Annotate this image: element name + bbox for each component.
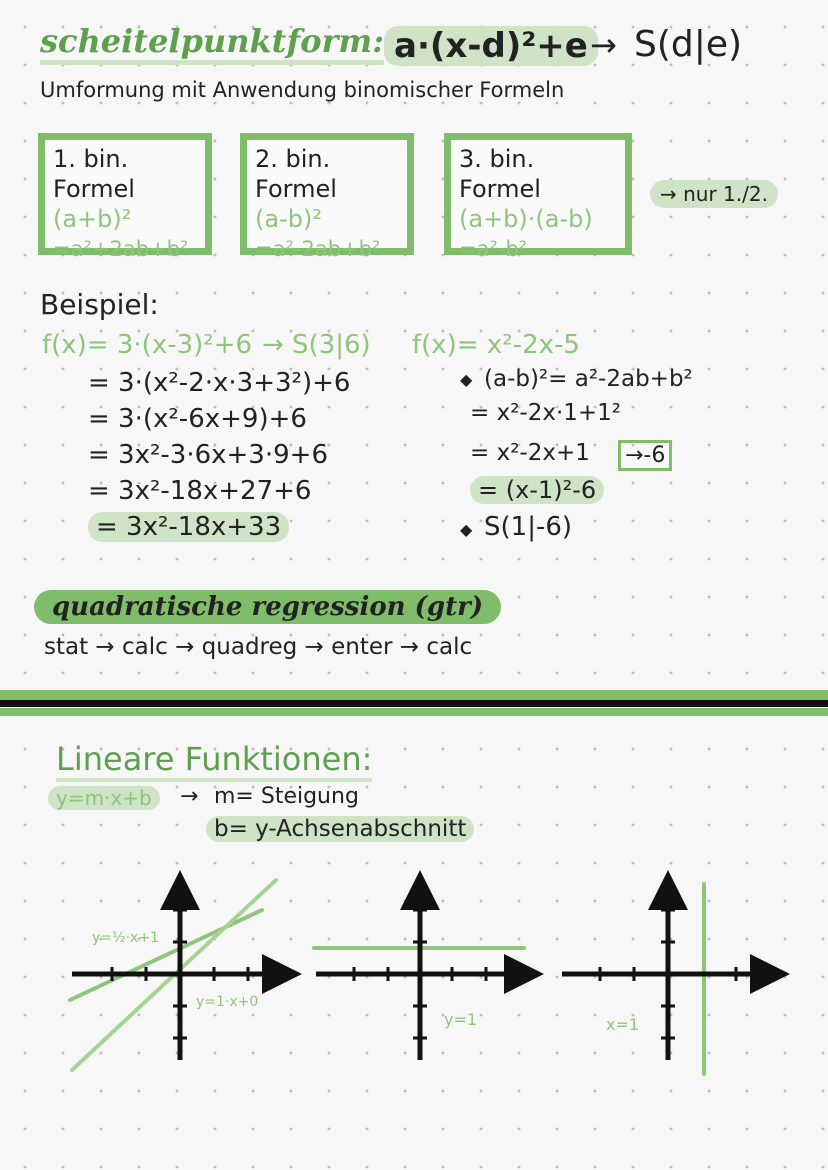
graph-1 bbox=[70, 880, 282, 1070]
example-left-step-4: = 3x²-18x+27+6 bbox=[88, 476, 312, 506]
marker-icon: ◆ bbox=[460, 370, 473, 389]
example-left-step-1: = 3·(x²-2·x·3+3²)+6 bbox=[88, 368, 351, 398]
regression-title: quadratische regression (gtr) bbox=[34, 590, 501, 624]
divider bbox=[0, 700, 828, 707]
example-right-function: f(x)= x²-2x-5 bbox=[412, 330, 580, 360]
binomial-box-1 bbox=[38, 133, 212, 261]
arrow: → bbox=[180, 784, 199, 809]
vertex-form-formula: a·(x-d)²+e bbox=[384, 26, 598, 66]
example-right-vertex: S(1|-6) bbox=[484, 512, 573, 542]
graph-3 bbox=[562, 884, 770, 1074]
regression-steps: stat → calc → quadreg → enter → calc bbox=[44, 634, 473, 660]
linear-title: Lineare Funktionen: bbox=[56, 740, 372, 782]
graph-3-label: x=1 bbox=[606, 1015, 640, 1034]
binomial-box-3 bbox=[444, 133, 632, 261]
binomial-expr: (a+b)² bbox=[53, 205, 132, 233]
binomial-result: =a²-b² bbox=[459, 237, 528, 261]
binomial-result: =a²-2ab+b² bbox=[255, 237, 381, 261]
divider bbox=[0, 690, 828, 700]
example-left-step-2: = 3·(x²-6x+9)+6 bbox=[88, 404, 307, 434]
example-right-step-3: = x²-2x+1 bbox=[470, 440, 590, 466]
graph-1-label-2: y=1·x+0 bbox=[196, 994, 259, 1010]
section-subtitle: Umformung mit Anwendung binomischer Formeln bbox=[40, 78, 565, 102]
example-left-step-3: = 3x²-3·6x+3·9+6 bbox=[88, 440, 328, 470]
linear-graphs bbox=[0, 870, 828, 1090]
binomial-note: → nur 1./2. bbox=[650, 180, 778, 208]
binomial-expr: (a-b)² bbox=[255, 205, 322, 233]
binomial-title: 1. bin. Formel bbox=[53, 145, 135, 203]
example-right-boxed: →-6 bbox=[618, 440, 672, 471]
binomial-result: =a²+2ab+b² bbox=[53, 237, 189, 261]
arrow: → bbox=[590, 26, 617, 64]
marker-icon: ◆ bbox=[460, 520, 473, 539]
example-heading: Beispiel: bbox=[40, 288, 159, 321]
slope-description: m= Steigung bbox=[214, 784, 359, 809]
divider bbox=[0, 708, 828, 716]
example-right-step-2: = x²-2x·1+1² bbox=[470, 400, 622, 426]
binomial-title: 2. bin. Formel bbox=[255, 145, 337, 203]
example-left-vertex: → S(3|6) bbox=[262, 330, 371, 360]
graph-2 bbox=[314, 890, 524, 1060]
example-right-step-1: (a-b)²= a²-2ab+b² bbox=[484, 366, 693, 392]
binomial-expr: (a+b)·(a-b) bbox=[459, 205, 593, 233]
intercept-description: b= y-Achsenabschnitt bbox=[206, 816, 474, 842]
example-left-function: f(x)= 3·(x-3)²+6 bbox=[42, 330, 253, 360]
graph-1-label-1: y=½·x+1 bbox=[92, 930, 159, 946]
graph-2-label: y=1 bbox=[444, 1010, 478, 1029]
linear-formula: y=m·x+b bbox=[48, 786, 160, 810]
binomial-title: 3. bin. Formel bbox=[459, 145, 541, 203]
example-left-result: = 3x²-18x+33 bbox=[88, 512, 289, 542]
vertex-notation: S(d|e) bbox=[634, 24, 743, 65]
example-right-step-4: = (x-1)²-6 bbox=[470, 476, 604, 504]
section-title-scheitelpunktform: scheitelpunktform: bbox=[40, 22, 384, 65]
graph-1-line-1 bbox=[70, 910, 262, 1000]
binomial-box-2 bbox=[240, 133, 414, 261]
